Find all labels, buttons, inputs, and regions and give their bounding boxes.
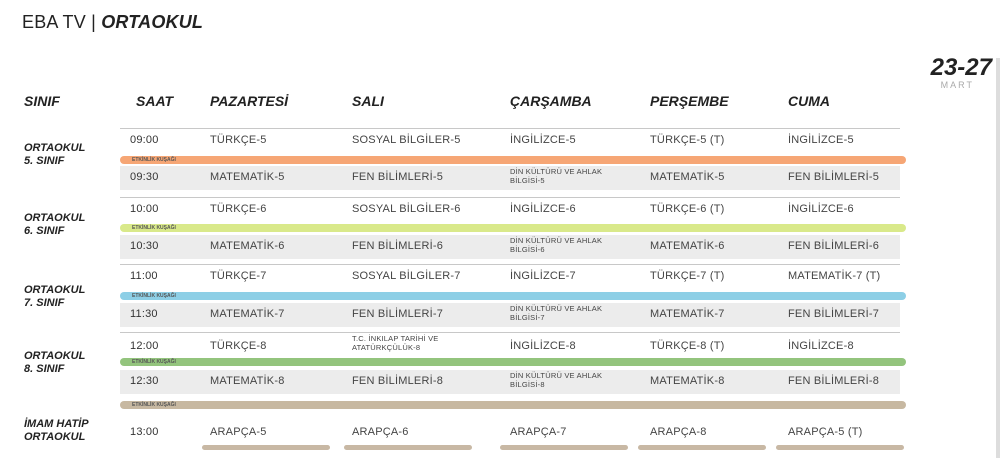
table-row [120, 197, 900, 222]
lesson-cell: İNGİLİZCE-8 [788, 340, 854, 352]
lesson-cell: ARAPÇA-6 [352, 426, 409, 438]
lesson-cell: İNGİLİZCE-7 [510, 270, 576, 282]
time-cell: 11:00 [130, 270, 158, 282]
time-cell: 11:30 [130, 308, 158, 320]
lesson-cell: FEN BİLİMLERİ-7 [352, 308, 444, 320]
table-row [120, 332, 900, 357]
band-label: ETKİNLİK KUŞAĞI [132, 359, 176, 365]
lesson-cell: MATEMATİK-7 [210, 308, 285, 320]
lesson-cell: MATEMATİK-5 [650, 171, 725, 183]
group-label-line1: ORTAOKUL [24, 350, 86, 362]
group-label-line2: 6. SINIF [24, 225, 65, 237]
activity-band-green [120, 358, 906, 366]
lesson-cell: DİN KÜLTÜRÜ VE AHLAK BİLGİSİ-5 [510, 167, 603, 185]
group-label-line1: ORTAOKUL [24, 142, 86, 154]
underline-bar [500, 445, 628, 450]
lesson-cell: FEN BİLİMLERİ-5 [352, 171, 444, 183]
lesson-cell: DİN KÜLTÜRÜ VE AHLAK BİLGİSİ-6 [510, 236, 603, 254]
table-row [120, 303, 900, 327]
lesson-cell: MATEMATİK-7 [650, 308, 725, 320]
underline-bar [202, 445, 330, 450]
date-range: 23-27 [930, 54, 992, 81]
lesson-cell: TÜRKÇE-5 (T) [650, 134, 725, 146]
time-cell: 09:30 [130, 171, 159, 183]
underline-bar [776, 445, 904, 450]
lesson-cell: TÜRKÇE-6 [210, 203, 267, 215]
group-label-line2: 7. SINIF [24, 297, 65, 309]
lesson-cell: SOSYAL BİLGİLER-5 [352, 134, 461, 146]
lesson-cell: MATEMATİK-8 [650, 375, 725, 387]
table-row [120, 128, 900, 153]
lesson-cell: FEN BİLİMLERİ-8 [352, 375, 444, 387]
activity-band-blue [120, 292, 906, 300]
lesson-cell: FEN BİLİMLERİ-6 [788, 240, 880, 252]
lesson-cell: TÜRKÇE-7 [210, 270, 267, 282]
page-title [22, 12, 203, 33]
group-label-line1: İMAM HATİP [24, 418, 89, 430]
lesson-cell: MATEMATİK-6 [650, 240, 725, 252]
band-label: ETKİNLİK KUŞAĞI [132, 293, 176, 299]
time-cell: 12:00 [130, 340, 159, 352]
lesson-cell: İNGİLİZCE-6 [788, 203, 854, 215]
lesson-cell: TÜRKÇE-5 [210, 134, 267, 146]
lesson-cell: ARAPÇA-5 (T) [788, 426, 863, 438]
lesson-cell: DİN KÜLTÜRÜ VE AHLAK BİLGİSİ-8 [510, 371, 603, 389]
column-header-time: SAAT [136, 93, 174, 109]
date-month: MART [940, 80, 974, 90]
lesson-cell: ARAPÇA-8 [650, 426, 707, 438]
column-header-thursday: PERŞEMBE [650, 93, 729, 109]
activity-band-tan [120, 401, 906, 409]
table-row [120, 264, 900, 289]
section-label: ORTAOKUL [101, 12, 204, 32]
group-label-8 [24, 350, 85, 376]
group-label-line2: ORTAOKUL [24, 431, 86, 443]
band-label: ETKİNLİK KUŞAĞI [132, 225, 176, 231]
table-row [120, 370, 900, 394]
group-label-line2: 8. SINIF [24, 363, 65, 375]
group-label-imam-hatip [24, 418, 89, 444]
column-header-tuesday: SALI [352, 93, 384, 109]
group-label-6 [24, 212, 85, 238]
column-header-friday: CUMA [788, 93, 830, 109]
lesson-cell: FEN BİLİMLERİ-7 [788, 308, 880, 320]
lesson-cell: TÜRKÇE-8 (T) [650, 340, 725, 352]
lesson-cell: SOSYAL BİLGİLER-7 [352, 270, 461, 282]
brand-label: EBA TV [22, 12, 86, 32]
lesson-cell: TÜRKÇE-8 [210, 340, 267, 352]
lesson-cell: MATEMATİK-7 (T) [788, 270, 881, 282]
underline-bar [344, 445, 472, 450]
column-header-wednesday: ÇARŞAMBA [510, 93, 592, 109]
lesson-cell: İNGİLİZCE-6 [510, 203, 576, 215]
group-label-7 [24, 284, 85, 310]
time-cell: 13:00 [130, 426, 159, 438]
time-cell: 09:00 [130, 134, 159, 146]
band-label: ETKİNLİK KUŞAĞI [132, 157, 176, 163]
lesson-cell: T.C. İNKILAP TARİHİ VE ATATÜRKÇÜLÜK-8 [352, 334, 439, 352]
underline-bar [638, 445, 766, 450]
lesson-cell: SOSYAL BİLGİLER-6 [352, 203, 461, 215]
lesson-cell: ARAPÇA-5 [210, 426, 267, 438]
lesson-cell: TÜRKÇE-6 (T) [650, 203, 725, 215]
lesson-cell: DİN KÜLTÜRÜ VE AHLAK BİLGİSİ-7 [510, 304, 603, 322]
table-row [120, 166, 900, 190]
lesson-cell: İNGİLİZCE-5 [510, 134, 576, 146]
table-row [120, 421, 900, 445]
group-label-line1: ORTAOKUL [24, 212, 86, 224]
time-cell: 10:00 [130, 203, 159, 215]
lesson-cell: MATEMATİK-6 [210, 240, 285, 252]
activity-band-orange [120, 156, 906, 164]
group-label-line1: ORTAOKUL [24, 284, 86, 296]
group-label-5 [24, 142, 85, 168]
column-header-class: SINIF [24, 93, 60, 109]
title-separator: | [85, 12, 102, 32]
lesson-cell: MATEMATİK-8 [210, 375, 285, 387]
group-label-line2: 5. SINIF [24, 155, 65, 167]
lesson-cell: FEN BİLİMLERİ-5 [788, 171, 880, 183]
right-divider [996, 58, 1000, 458]
table-row [120, 235, 900, 259]
time-cell: 10:30 [130, 240, 159, 252]
lesson-cell: İNGİLİZCE-8 [510, 340, 576, 352]
activity-band-yellow [120, 224, 906, 232]
band-label: ETKİNLİK KUŞAĞI [132, 402, 176, 408]
column-header-monday: PAZARTESİ [210, 93, 289, 109]
time-cell: 12:30 [130, 375, 159, 387]
lesson-cell: ARAPÇA-7 [510, 426, 567, 438]
lesson-cell: MATEMATİK-5 [210, 171, 285, 183]
lesson-cell: FEN BİLİMLERİ-8 [788, 375, 880, 387]
date-box [931, 56, 992, 90]
lesson-cell: İNGİLİZCE-5 [788, 134, 854, 146]
lesson-cell: TÜRKÇE-7 (T) [650, 270, 725, 282]
lesson-cell: FEN BİLİMLERİ-6 [352, 240, 444, 252]
